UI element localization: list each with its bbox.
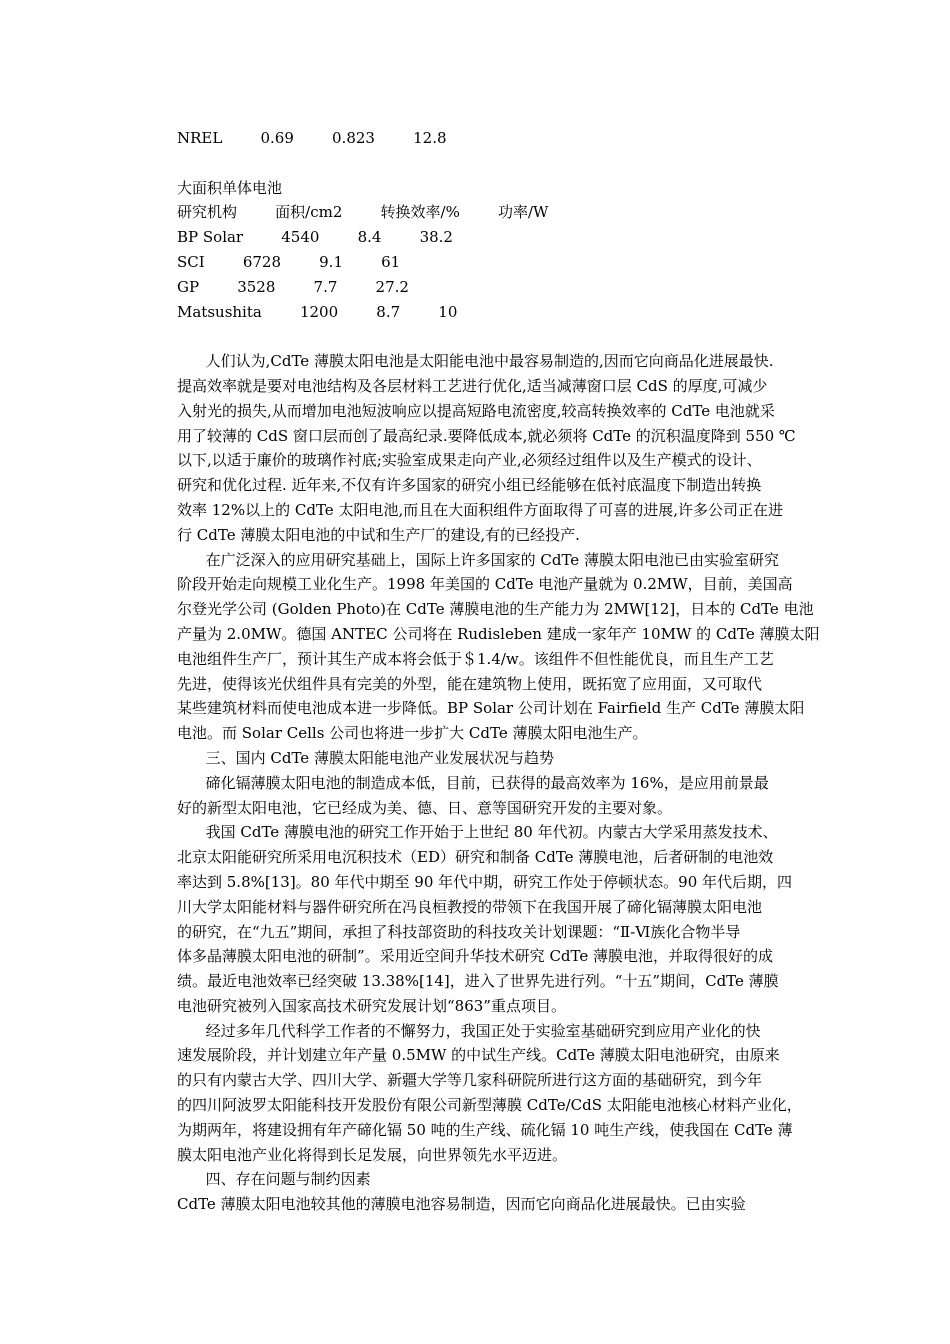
text-line: 膜太阳电池产业化将得到长足发展，向世界领先水平迈进。: [177, 1145, 568, 1164]
table-row: SCI 6728 9.1 61: [177, 252, 401, 271]
text-line: 绩。最近电池效率已经突破 13.38%[14]，进入了世界先进行列。“十五”期间，CdTe 薄膜: [177, 972, 779, 991]
paragraph-problems: [177, 1192, 807, 1217]
text-line: 在广泛深入的应用研究基础上，国际上许多国家的 CdTe 薄膜太阳电池已由实验室研究: [177, 550, 779, 569]
document-body: [177, 126, 820, 1217]
text-line: 用了较薄的 CdS 窗口层而创了最高纪录.要降低成本,就必须将 CdTe 的沉积温度降到 550 ℃: [177, 426, 796, 445]
table-row: GP 3528 7.7 27.2: [177, 277, 409, 296]
section-heading-domestic: 三、国内 CdTe 薄膜太阳能电池产业发展状况与趋势: [177, 748, 554, 767]
text-line: 为期两年，将建设拥有年产碲化镉 50 吨的生产线、硫化镉 10 吨生产线，使我国在 CdTe 薄: [177, 1120, 793, 1139]
paragraph-cost-efficiency: [177, 771, 807, 821]
text-line: 行 CdTe 薄膜太阳电池的中试和生产厂的建设,有的已经投产.: [177, 525, 580, 544]
text-line: 研究和优化过程. 近年来,不仅有许多国家的研究小组已经能够在低衬底温度下制造出转换: [177, 476, 762, 495]
text-line: 先进，使得该光伏组件具有完美的外型，能在建筑物上使用，既拓宽了应用面，又可取代: [177, 674, 763, 693]
text-line: 好的新型太阳电池，它已经成为美、德、日、意等国研究开发的主要对象。: [177, 798, 673, 817]
text-line: 碲化镉薄膜太阳电池的制造成本低，目前，已获得的最高效率为 16%，是应用前景最: [177, 773, 769, 792]
text-line: 率达到 5.8%[13]。80 年代中期至 90 年代中期，研究工作处于停顿状态。90 年代后期，四: [177, 872, 793, 891]
text-line: 入射光的损失,从而增加电池短波响应以提高短路电流密度,较高转换效率的 CdTe 电池就采: [177, 401, 775, 420]
text-line: 的研究，在“九五”期间，承担了科技部资助的科技攻关计划课题：“Ⅱ-Ⅵ族化合物半导: [177, 922, 741, 941]
text-line: 以下,以适于廉价的玻璃作衬底;实验室成果走向产业,必须经过组件以及生产模式的设计、: [177, 451, 762, 470]
text-line: 某些建筑材料而使电池成本进一步降低。BP Solar 公司计划在 Fairfield 生产 CdTe 薄膜太阳: [177, 699, 805, 718]
table-row-nrel: NREL 0.69 0.823 12.8: [177, 129, 447, 147]
section-heading-problems: 四、存在问题与制约因素: [177, 1170, 371, 1189]
large-area-cell-table: [177, 176, 807, 325]
text-line: 速发展阶段，并计划建立年产量 0.5MW 的中试生产线。CdTe 薄膜太阳电池研究，由原来: [177, 1046, 780, 1065]
blank-line: [177, 324, 807, 349]
text-line: 人们认为,CdTe 薄膜太阳电池是太阳能电池中最容易制造的,因而它向商品化进展最快.: [177, 352, 774, 371]
text-line: 阶段开始走向规模工业化生产。1998 年美国的 CdTe 电池产量就为 0.2MW，目前，美国高: [177, 575, 793, 594]
text-line: 产量为 2.0MW。德国 ANTEC 公司将在 Rudisleben 建成一家年产 10MW 的 CdTe 薄膜太阳: [177, 624, 820, 643]
text-line: 的四川阿波罗太阳能科技开发股份有限公司新型薄膜 CdTe/CdS 太阳能电池核心材料产业化，: [177, 1096, 802, 1115]
paragraph-international-production: [177, 548, 820, 746]
text-line: 电池组件生产厂，预计其生产成本将会低于＄1.4/w。该组件不但性能优良，而且生产工艺: [177, 649, 774, 668]
table-row: BP Solar 4540 8.4 38.2: [177, 228, 453, 247]
text-line: 电池。而 Solar Cells 公司也将进一步扩大 CdTe 薄膜太阳电池生产。: [177, 724, 648, 743]
text-line: 电池研究被列入国家高技术研究发展计划“863”重点项目。: [177, 996, 566, 1015]
text-line: 我国 CdTe 薄膜电池的研究工作开始于上世纪 80 年代初。内蒙古大学采用蒸发技术、: [177, 823, 778, 842]
paragraph-china-research: [177, 820, 807, 1018]
text-line: 效率 12%以上的 CdTe 太阳电池,而且在大面积组件方面取得了可喜的进展,许多公司正在进: [177, 500, 783, 519]
text-line: 体多晶薄膜太阳电池的研制”。采用近空间升华技术研究 CdTe 薄膜电池，并取得很好的成: [177, 947, 774, 966]
text-line: 尔登光学公司 (Golden Photo)在 CdTe 薄膜电池的生产能力为 2MW[12]，日本的 CdTe 电池: [177, 600, 814, 619]
text-line: 的只有内蒙古大学、四川大学、新疆大学等几家科研院所进行这方面的基础研究，到今年: [177, 1071, 763, 1090]
paragraph-industrialization: [177, 1019, 807, 1168]
blank-line: [177, 151, 807, 176]
text-line: 川大学太阳能材料与器件研究所在冯良桓教授的带领下在我国开展了碲化镉薄膜太阳电池: [177, 897, 763, 916]
table-title: 大面积单体电池: [177, 178, 283, 197]
text-line: 北京太阳能研究所采用电沉积技术（ED）研究和制备 CdTe 薄膜电池，后者研制的电池效: [177, 848, 774, 867]
table-header: 研究机构 面积/cm2 转换效率/% 功率/W: [177, 203, 549, 222]
paragraph-cdte-efficiency: [177, 349, 807, 547]
text-line: 提高效率就是要对电池结构及各层材料工艺进行优化,适当减薄窗口层 CdS 的厚度,可减少: [177, 376, 768, 395]
text-line: CdTe 薄膜太阳电池较其他的薄膜电池容易制造，因而它向商品化进展最快。已由实验: [177, 1195, 746, 1214]
table-row: Matsushita 1200 8.7 10: [177, 302, 458, 321]
text-line: 经过多年几代科学工作者的不懈努力，我国正处于实验室基础研究到应用产业化的快: [177, 1021, 761, 1040]
